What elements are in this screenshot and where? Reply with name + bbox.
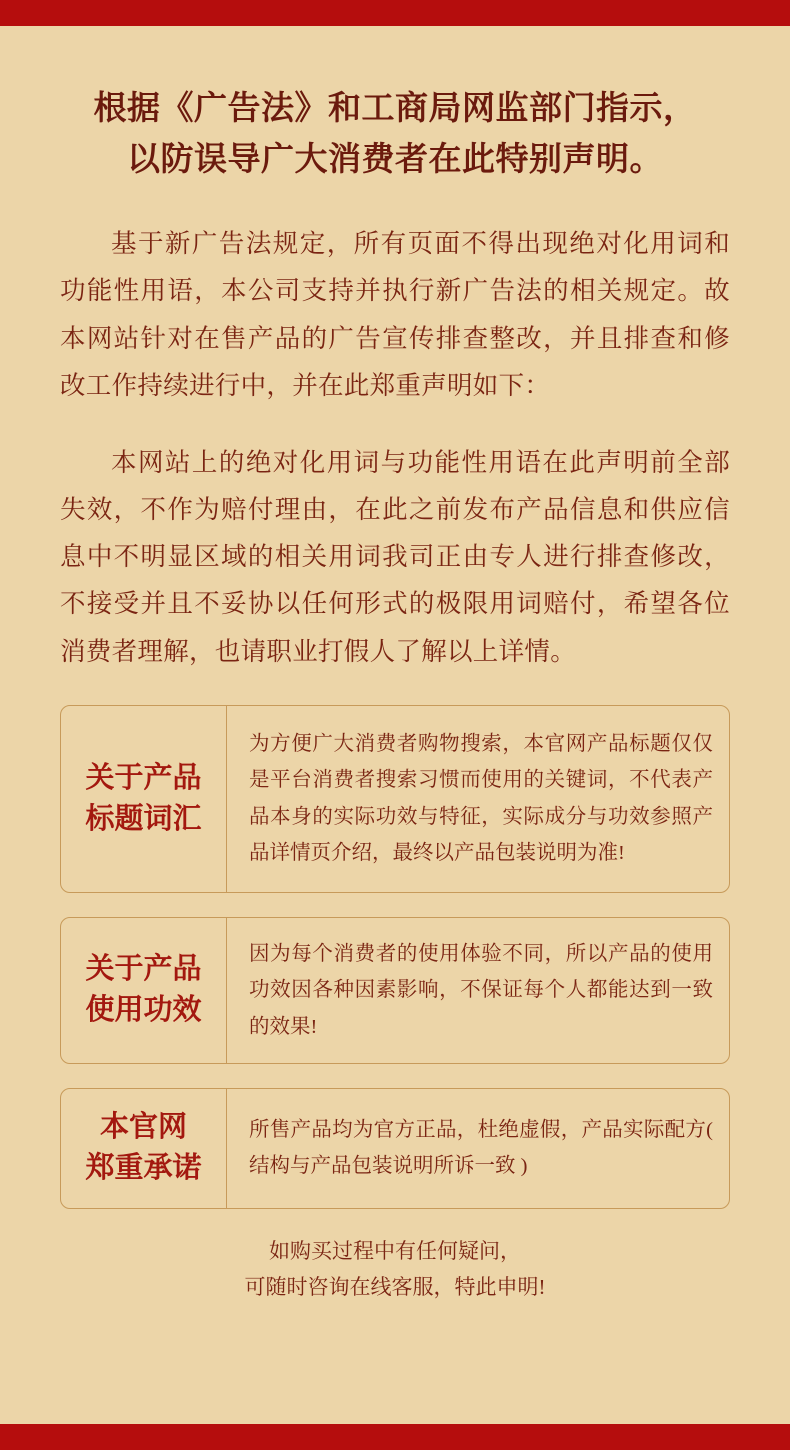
statement-panel <box>0 26 790 1424</box>
footer-note <box>60 1233 730 1307</box>
card-title-line-1: 关于产品 <box>85 761 202 794</box>
footer-note-line-1: 如购买过程中有任何疑问， <box>269 1238 521 1263</box>
card-official-promise <box>60 1088 730 1208</box>
card-title-line-2: 使用功效 <box>85 994 202 1027</box>
page-title-line-1: 根据《广告法》和工商局网监部门指示， <box>93 91 697 127</box>
page-title-line-2: 以防误导广大消费者在此特别声明。 <box>127 142 663 179</box>
card-official-promise-body: 所售产品均为官方正品，杜绝虚假，产品实际配方( 结构与产品包装说明所诉一致 ) <box>249 1118 713 1178</box>
statement-body <box>60 220 730 675</box>
card-title-line-2: 标题词汇 <box>85 802 202 835</box>
statement-cards <box>60 705 730 1209</box>
card-product-title-wording-body: 为方便广大消费者购物搜索，本官网产品标题仅仅是平台消费者搜索习惯而使用的关键词，不代表产品本身的实际功效与特征，实际成分与功效参照产品详情页介绍，最终以产品包装说明为准! <box>249 732 713 865</box>
card-title-line-2: 郑重承诺 <box>85 1152 202 1185</box>
card-product-efficacy-title <box>61 918 227 1063</box>
card-product-title-wording <box>60 705 730 893</box>
bottom-red-band <box>0 1424 790 1450</box>
footer-note-line-2: 可随时咨询在线客服，特此申明! <box>244 1275 546 1300</box>
statement-paragraph-2: 本网站上的绝对化用词与功能性用语在此声明前全部失效，不作为赔付理由，在此之前发布产品信息和供应信息中不明显区域的相关用词我司正由专人进行排查修改，不接受并且不妥协以任何形式的极限用词赔付，希望各位消费者理解，也请职业打假人了解以上详情。 <box>60 447 730 666</box>
card-title-line-1: 关于产品 <box>85 953 202 986</box>
card-product-efficacy-body: 因为每个消费者的使用体验不同，所以产品的使用功效因各种因素影响，不保证每个人都能达到一致的效果! <box>249 942 713 1038</box>
card-official-promise-title <box>61 1089 227 1207</box>
top-red-band <box>0 0 790 26</box>
card-title-line-1: 本官网 <box>99 1111 187 1144</box>
card-product-title-wording-title <box>61 706 227 892</box>
card-product-efficacy <box>60 917 730 1064</box>
statement-paragraph-1: 基于新广告法规定，所有页面不得出现绝对化用词和功能性用语，本公司支持并执行新广告法的相关规定。故本网站针对在售产品的广告宣传排查整改，并且排查和修改工作持续进行中，并在此郑重声明如下： <box>60 229 730 400</box>
page-title <box>60 84 730 186</box>
